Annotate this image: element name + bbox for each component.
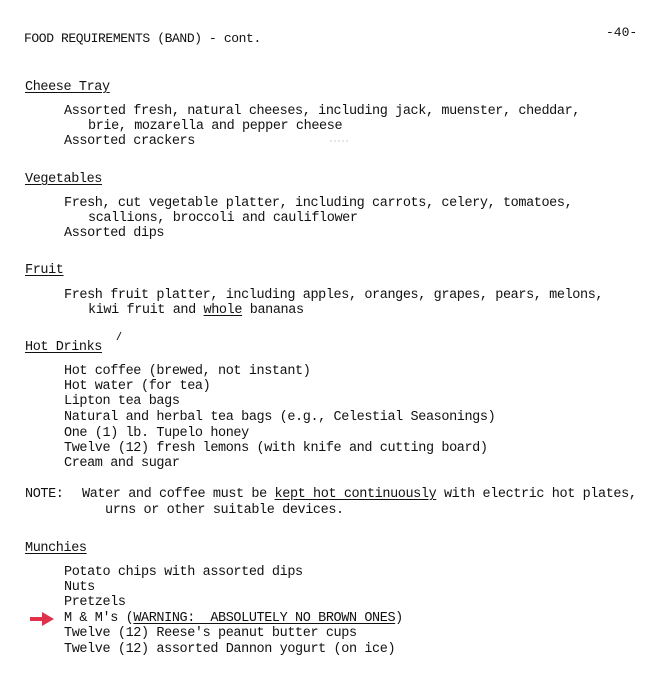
list-item: brie, mozarella and pepper cheese (88, 119, 343, 134)
mm-post: ) (395, 611, 403, 626)
section-title-vegetables: Vegetables (25, 172, 103, 187)
page-number: -40- (606, 25, 638, 40)
scan-smudge (330, 140, 348, 142)
list-item: Nuts (64, 580, 95, 595)
list-item: Twelve (12) assorted Dannon yogurt (on ice) (64, 642, 396, 657)
list-item: Lipton tea bags (64, 394, 180, 409)
list-item (88, 303, 304, 318)
section-title-cheese: Cheese Tray (25, 80, 110, 95)
fruit-line2-post: bananas (242, 303, 304, 318)
fruit-line2-pre: kiwi fruit and (88, 303, 204, 318)
note-text (82, 487, 637, 502)
note-underlined: kept hot continuously (274, 487, 437, 502)
list-item: scallions, broccoli and cauliflower (88, 211, 358, 226)
list-item: Assorted crackers (64, 134, 195, 149)
list-item: Natural and herbal tea bags (e.g., Celestial Seasonings) (64, 410, 496, 425)
list-item: Fresh, cut vegetable platter, including carrots, celery, tomatoes, (64, 196, 573, 211)
note-pre: Water and coffee must be (82, 487, 275, 502)
list-item: Twelve (12) fresh lemons (with knife and cutting board) (64, 441, 488, 456)
list-item: One (1) lb. Tupelo honey (64, 426, 249, 441)
pen-tick-mark (116, 331, 122, 341)
mm-warning-underlined: WARNING: ABSOLUTELY NO BROWN ONES (133, 611, 396, 626)
list-item: Hot coffee (brewed, not instant) (64, 364, 311, 379)
list-item: Assorted fresh, natural cheeses, including jack, muenster, cheddar, (64, 104, 580, 119)
mm-pre: M & M's ( (64, 611, 134, 626)
list-item: Pretzels (64, 595, 126, 610)
red-arrow-icon (30, 612, 54, 626)
section-title-fruit: Fruit (25, 263, 64, 278)
note-post: with electric hot plates, (436, 487, 637, 502)
list-item: Potato chips with assorted dips (64, 565, 303, 580)
list-item: Hot water (for tea) (64, 379, 211, 394)
section-title-hot-drinks: Hot Drinks (25, 340, 103, 355)
list-item: Fresh fruit platter, including apples, oranges, grapes, pears, melons, (64, 288, 604, 303)
list-item: Cream and sugar (64, 456, 180, 471)
list-item: Assorted dips (64, 226, 165, 241)
note-label: NOTE: (25, 487, 64, 502)
list-item: Twelve (12) Reese's peanut butter cups (64, 626, 357, 641)
fruit-underlined-word: whole (203, 303, 243, 318)
note-line-2: urns or other suitable devices. (105, 503, 344, 518)
page-title: FOOD REQUIREMENTS (BAND) - cont. (24, 31, 261, 46)
section-title-munchies: Munchies (25, 541, 87, 556)
list-item-mm-warning (64, 611, 403, 626)
